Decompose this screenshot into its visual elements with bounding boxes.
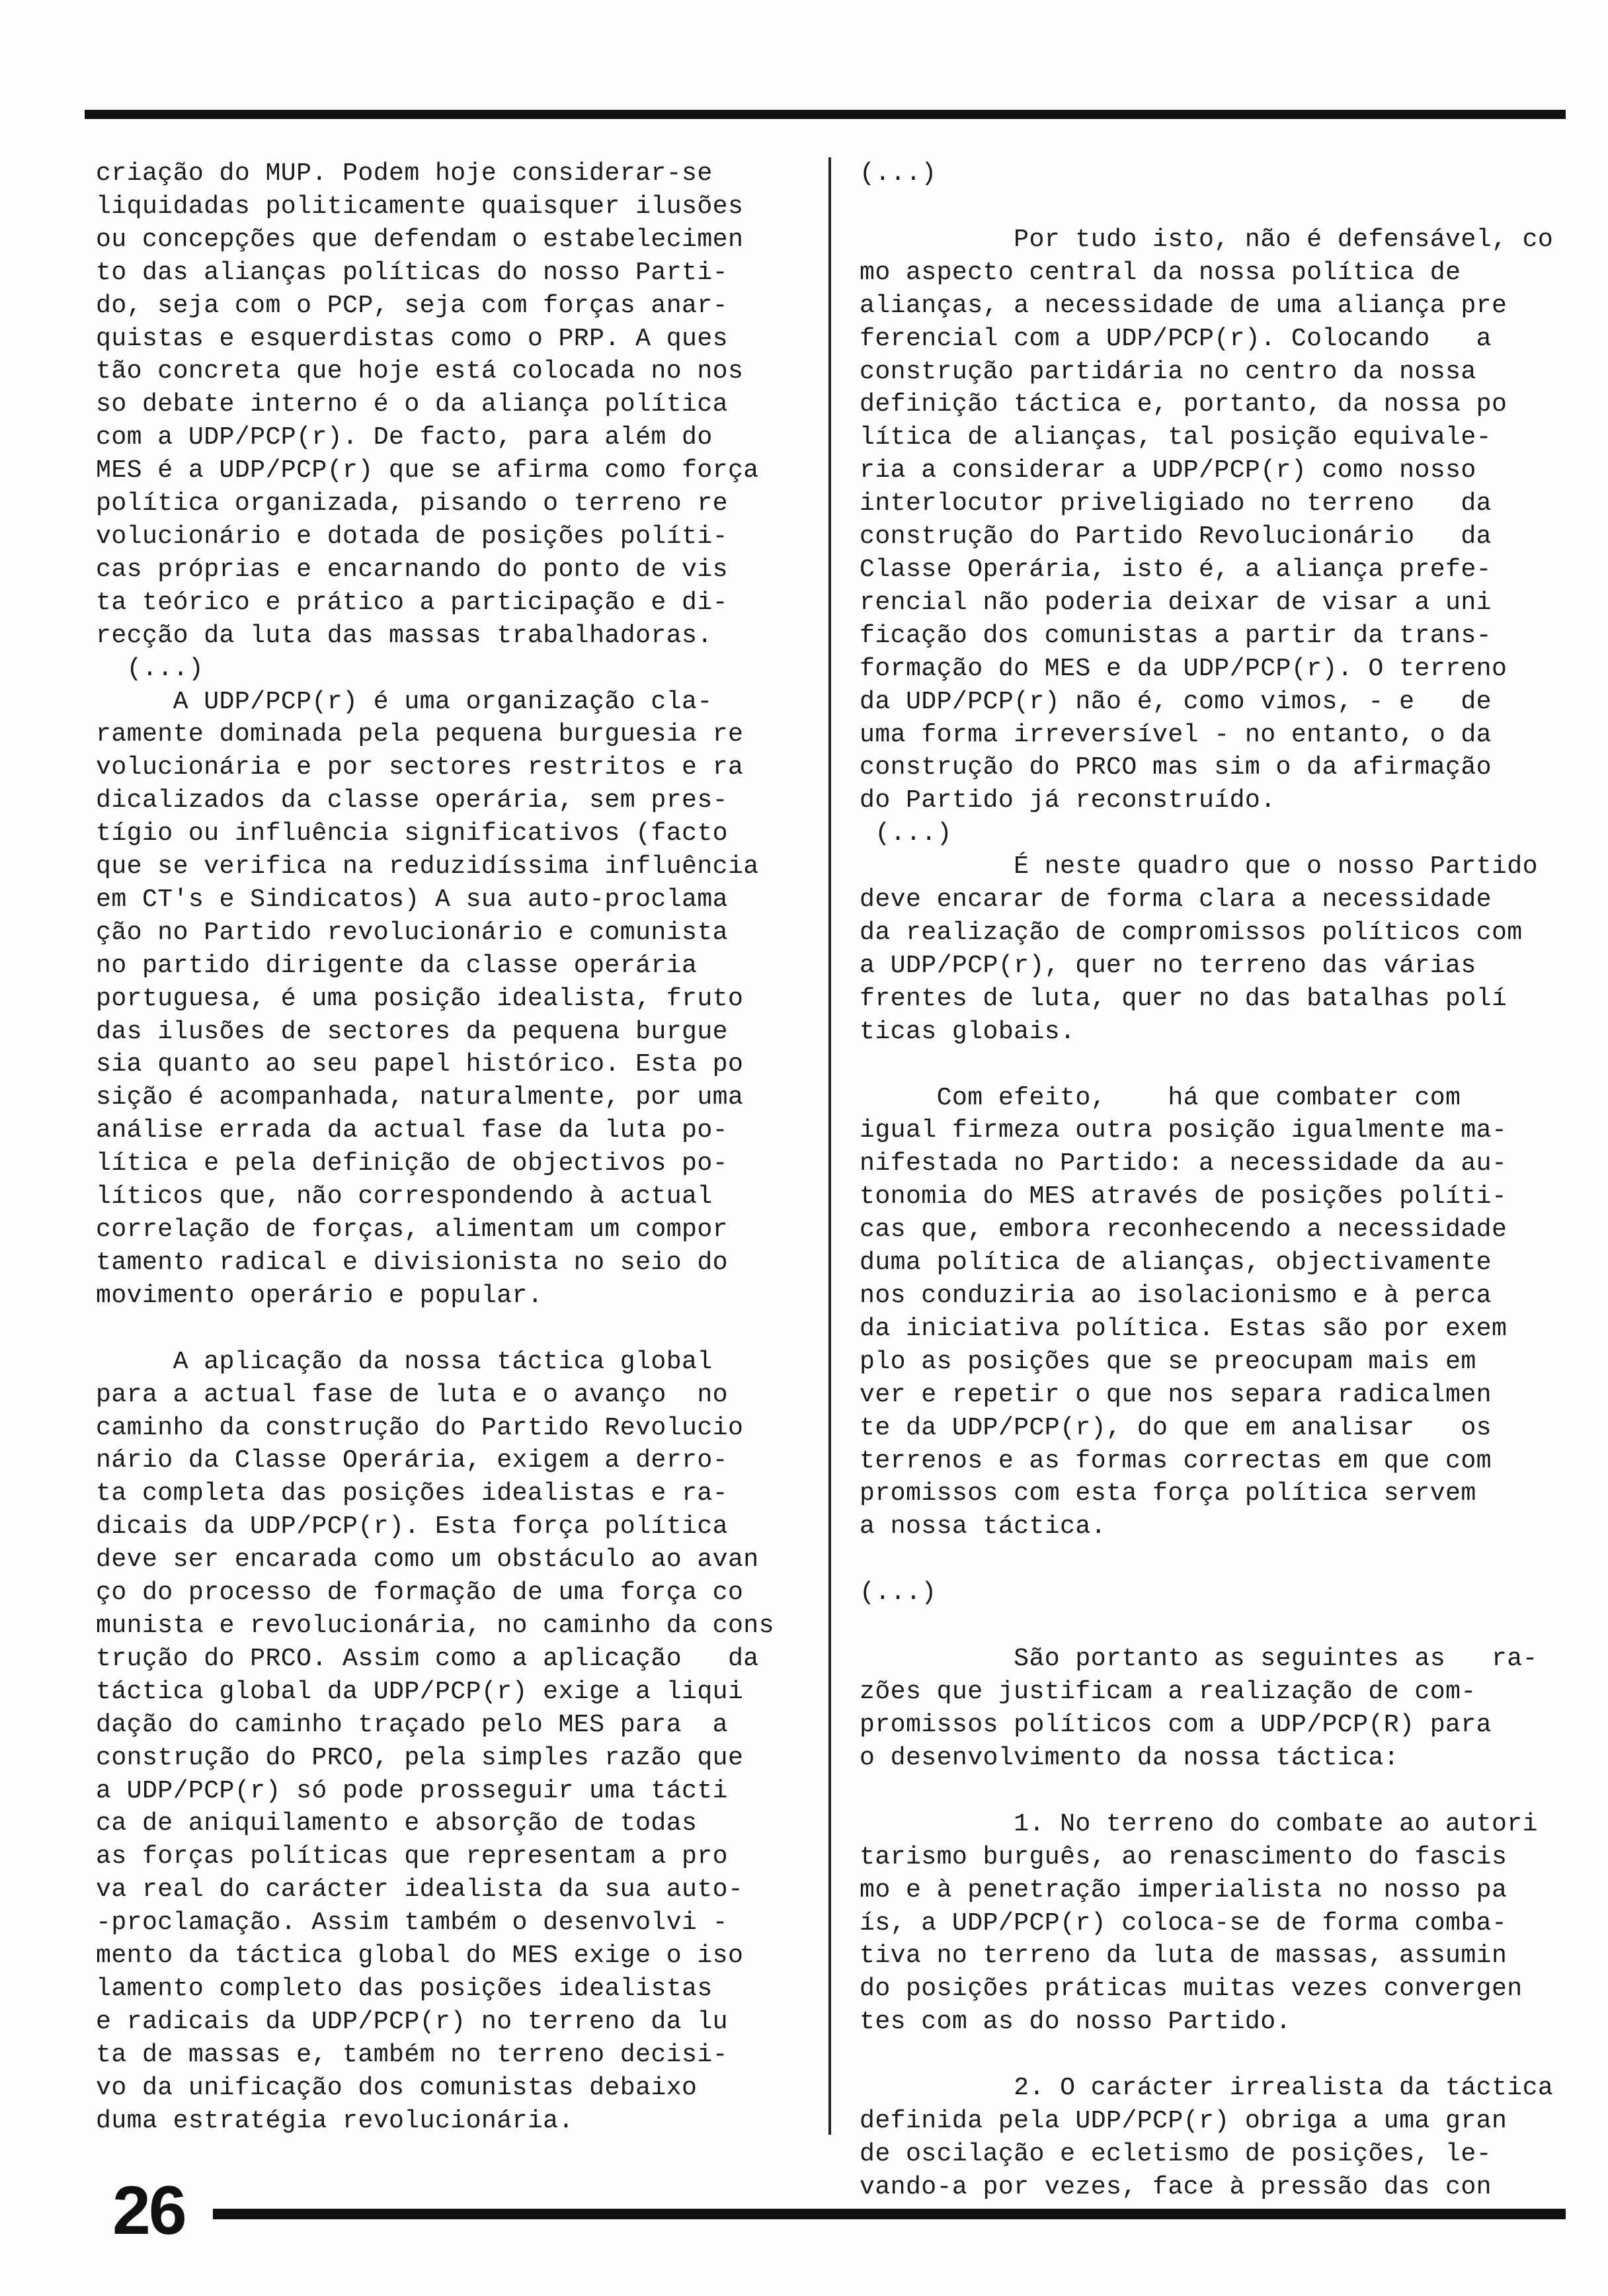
text-line: recção da luta das massas trabalhadoras. (96, 621, 713, 650)
left-column (96, 157, 800, 2137)
text-line: munista e revolucionária, no caminho da cons (96, 1611, 774, 1640)
text-line: criação do MUP. Podem hoje considerar-se (96, 159, 713, 188)
text-line: A UDP/PCP(r) é uma organização cla- (96, 687, 713, 716)
text-line: formação do MES e da UDP/PCP(r). O terreno (860, 654, 1508, 683)
paragraph (860, 1808, 1564, 2039)
text-line: para a actual fase de luta e o avanço no (96, 1380, 728, 1409)
text-line: ção no Partido revolucionário e comunista (96, 918, 728, 947)
text-line: do posições práticas muitas vezes convergen (860, 1975, 1523, 2004)
paragraph (860, 2072, 1564, 2204)
right-column (860, 157, 1564, 2204)
text-line: mo e à penetração imperialista no nosso pa (860, 1875, 1508, 1905)
text-line: promissos políticos com a UDP/PCP(R) para (860, 1710, 1492, 1739)
omission-ellipsis: (...) (860, 1578, 937, 1608)
text-line: dicais da UDP/PCP(r). Esta força política (96, 1512, 728, 1541)
omission-ellipsis: (...) (860, 159, 937, 188)
text-line: vo da unificação dos comunistas debaixo (96, 2073, 698, 2102)
paragraph-gap (860, 1775, 1564, 1808)
text-line: frentes de luta, quer no das batalhas polí (860, 984, 1508, 1013)
text-line: lamento completo das posições idealistas (96, 1974, 713, 2003)
text-line: deve encarar de forma clara a necessidade (860, 885, 1492, 915)
text-line: zões que justificam a realização de com- (860, 1678, 1476, 1707)
text-line: tamento radical e divisionista no seio do (96, 1248, 728, 1277)
text-line: trução do PRCO. Assim como a aplicação da (96, 1644, 759, 1673)
text-line: rencial não poderia deixar de visar a uni (860, 588, 1492, 617)
text-line: ta completa das posições idealistas e ra- (96, 1479, 728, 1508)
paragraph (860, 1643, 1564, 1775)
text-line: táctica global da UDP/PCP(r) exige a liqui (96, 1677, 744, 1706)
text-line: ver e repetir o que nos separa radicalmen (860, 1380, 1492, 1409)
text-line: a UDP/PCP(r) só pode prosseguir uma tácti (96, 1776, 728, 1805)
paragraph (860, 224, 1564, 817)
text-line: ta teórico e prático a participação e di- (96, 588, 728, 617)
paragraph (96, 686, 800, 1313)
text-line: em CT's e Sindicatos) A sua auto-proclama (96, 885, 728, 914)
page-number: 26 (112, 2172, 185, 2249)
column-divider (828, 157, 831, 2135)
text-line: tarismo burguês, ao renascimento do fascis (860, 1842, 1508, 1871)
text-line: análise errada da actual fase da luta po- (96, 1116, 728, 1145)
text-line: promissos com esta força política servem (860, 1479, 1476, 1508)
text-line: duma estratégia revolucionária. (96, 2106, 574, 2135)
text-line: construção do Partido Revolucionário da (860, 522, 1492, 552)
bottom-rule (213, 2209, 1566, 2219)
text-line: alianças, a necessidade de uma aliança pre (860, 291, 1508, 320)
text-line: caminho da construção do Partido Revolucio (96, 1413, 744, 1442)
text-line: tes com as do nosso Partido. (860, 2008, 1291, 2037)
paragraph-gap (860, 2039, 1564, 2072)
text-line: A aplicação da nossa táctica global (96, 1347, 713, 1376)
paragraph-gap (860, 190, 1564, 224)
text-line: da UDP/PCP(r) não é, como vimos, - e de (860, 687, 1492, 716)
text-line: de oscilação e ecletismo de posições, le- (860, 2139, 1492, 2168)
text-line: terrenos e as formas correctas em que com (860, 1446, 1492, 1475)
text-line: lítica e pela definição de objectivos po- (96, 1149, 728, 1178)
top-rule (85, 110, 1566, 119)
text-line: líticos que, não correspondendo à actual (96, 1182, 713, 1211)
text-line: va real do carácter idealista da sua auto- (96, 1875, 744, 1905)
paragraph-gap (860, 1610, 1564, 1643)
text-line: ficação dos comunistas a partir da trans- (860, 621, 1492, 650)
text-line: dação do caminho traçado pelo MES para a (96, 1710, 728, 1739)
text-line: ferencial com a UDP/PCP(r). Colocando a (860, 324, 1492, 353)
text-line: volucionário e dotada de posições políti- (96, 522, 728, 551)
text-line: a nossa táctica. (860, 1512, 1107, 1541)
text-line: tonomia do MES através de posições políti- (860, 1182, 1508, 1211)
omission-ellipsis: (...) (860, 819, 952, 848)
text-line: lítica de alianças, tal posição equivale- (860, 423, 1492, 452)
text-line: mo aspecto central da nossa política de (860, 258, 1461, 287)
text-line: vando-a por vezes, face à pressão das con (860, 2172, 1492, 2201)
paragraph (860, 1082, 1564, 1544)
text-line: igual firmeza outra posição igualmente ma- (860, 1116, 1508, 1145)
omission-ellipsis: (...) (96, 654, 204, 683)
text-line: Classe Operária, isto é, a aliança prefe- (860, 555, 1492, 584)
text-line: to das alianças políticas do nosso Parti- (96, 258, 728, 287)
paragraph-gap (860, 1543, 1564, 1577)
text-line: ria a considerar a UDP/PCP(r) como nosso (860, 456, 1476, 485)
text-line: construção do PRCO mas sim o da afirmação (860, 753, 1492, 782)
text-line: São portanto as seguintes as ra- (860, 1645, 1538, 1674)
text-line: volucionária e por sectores restritos e ra (96, 753, 744, 782)
text-line: sia quanto ao seu papel histórico. Esta po (96, 1050, 744, 1079)
text-line: portuguesa, é uma posição idealista, fruto (96, 984, 744, 1013)
text-line: no partido dirigente da classe operária (96, 951, 698, 980)
text-line: definida pela UDP/PCP(r) obriga a uma gran (860, 2107, 1508, 2136)
text-line: definição táctica e, portanto, da nossa po (860, 390, 1508, 419)
text-line: 1. No terreno do combate ao autori (860, 1809, 1538, 1838)
paragraph (860, 850, 1564, 1048)
text-line: mento da táctica global do MES exige o iso (96, 1942, 744, 1971)
text-line: É neste quadro que o nosso Partido (860, 852, 1538, 882)
text-line: do Partido já reconstruído. (860, 786, 1276, 815)
text-line: nário da Classe Operária, exigem a derro- (96, 1446, 728, 1475)
text-line: so debate interno é o da aliança política (96, 390, 728, 419)
text-line: tígio ou influência significativos (facto (96, 819, 728, 848)
text-line: nifestada no Partido: a necessidade da au- (860, 1149, 1508, 1178)
text-line: tiva no terreno da luta de massas, assumin (860, 1942, 1508, 1971)
paragraph-gap (96, 1313, 800, 1346)
text-line: Com efeito, há que combater com (860, 1083, 1461, 1112)
paragraph (96, 157, 800, 653)
text-line: ta de massas e, também no terreno decisi- (96, 2040, 728, 2069)
text-line: correlação de forças, alimentam um compor (96, 1215, 728, 1244)
text-line: construção partidária no centro da nossa (860, 357, 1476, 386)
text-line: do, seja com o PCP, seja com forças anar- (96, 291, 728, 320)
text-line: -proclamação. Assim também o desenvolvi - (96, 1908, 728, 1938)
text-line: da iniciativa política. Estas são por exem (860, 1314, 1508, 1343)
text-line: duma política de alianças, objectivamente (860, 1249, 1492, 1278)
text-line: nos conduziria ao isolacionismo e à perca (860, 1282, 1492, 1310)
text-line: ou concepções que defendam o estabelecimen (96, 225, 744, 254)
text-line: movimento operário e popular. (96, 1281, 543, 1310)
text-line: construção do PRCO, pela simples razão que (96, 1743, 744, 1772)
text-line: plo as posições que se preocupam mais em (860, 1347, 1476, 1376)
text-line: a UDP/PCP(r), quer no terreno das várias (860, 951, 1476, 980)
text-line: com a UDP/PCP(r). De facto, para além do (96, 423, 713, 452)
text-line: cas que, embora reconhecendo a necessidade (860, 1215, 1508, 1245)
text-line: as forças políticas que representam a pro (96, 1842, 728, 1871)
text-line: ço do processo de formação de uma força co (96, 1578, 744, 1608)
text-line: dicalizados da classe operária, sem pres- (96, 786, 728, 815)
text-line: e radicais da UDP/PCP(r) no terreno da lu (96, 2007, 728, 2036)
text-line: ís, a UDP/PCP(r) coloca-se de forma comba- (860, 1908, 1508, 1938)
text-line: Por tudo isto, não é defensável, co (860, 225, 1554, 254)
text-line: ticas globais. (860, 1017, 1076, 1046)
text-line: cas próprias e encarnando do ponto de vis (96, 555, 728, 584)
paragraph (96, 1346, 800, 2138)
text-line: ramente dominada pela pequena burguesia re (96, 720, 744, 749)
text-line: que se verifica na reduzidíssima influência (96, 852, 759, 882)
text-line: liquidadas politicamente quaisquer ilusões (96, 192, 744, 221)
text-line: quistas e esquerdistas como o PRP. A ques (96, 324, 728, 353)
text-line: deve ser encarada como um obstáculo ao avan (96, 1545, 759, 1575)
text-line: ca de aniquilamento e absorção de todas (96, 1809, 698, 1838)
paragraph-gap (860, 1049, 1564, 1082)
text-line: política organizada, pisando o terreno re (96, 489, 728, 518)
text-line: da realização de compromissos políticos com (860, 918, 1523, 947)
text-line: MES é a UDP/PCP(r) que se afirma como força (96, 456, 759, 485)
text-line: tão concreta que hoje está colocada no nos (96, 357, 744, 386)
text-line: das ilusões de sectores da pequena burgue (96, 1017, 728, 1046)
text-line: o desenvolvimento da nossa táctica: (860, 1743, 1400, 1772)
text-line: interlocutor priveligiado no terreno da (860, 489, 1492, 518)
text-line: te da UDP/PCP(r), do que em analisar os (860, 1413, 1492, 1442)
text-line: uma forma irreversível - no entanto, o da (860, 720, 1492, 749)
text-line: sição é acompanhada, naturalmente, por uma (96, 1083, 744, 1112)
text-line: 2. O carácter irrealista da táctica (860, 2074, 1554, 2103)
